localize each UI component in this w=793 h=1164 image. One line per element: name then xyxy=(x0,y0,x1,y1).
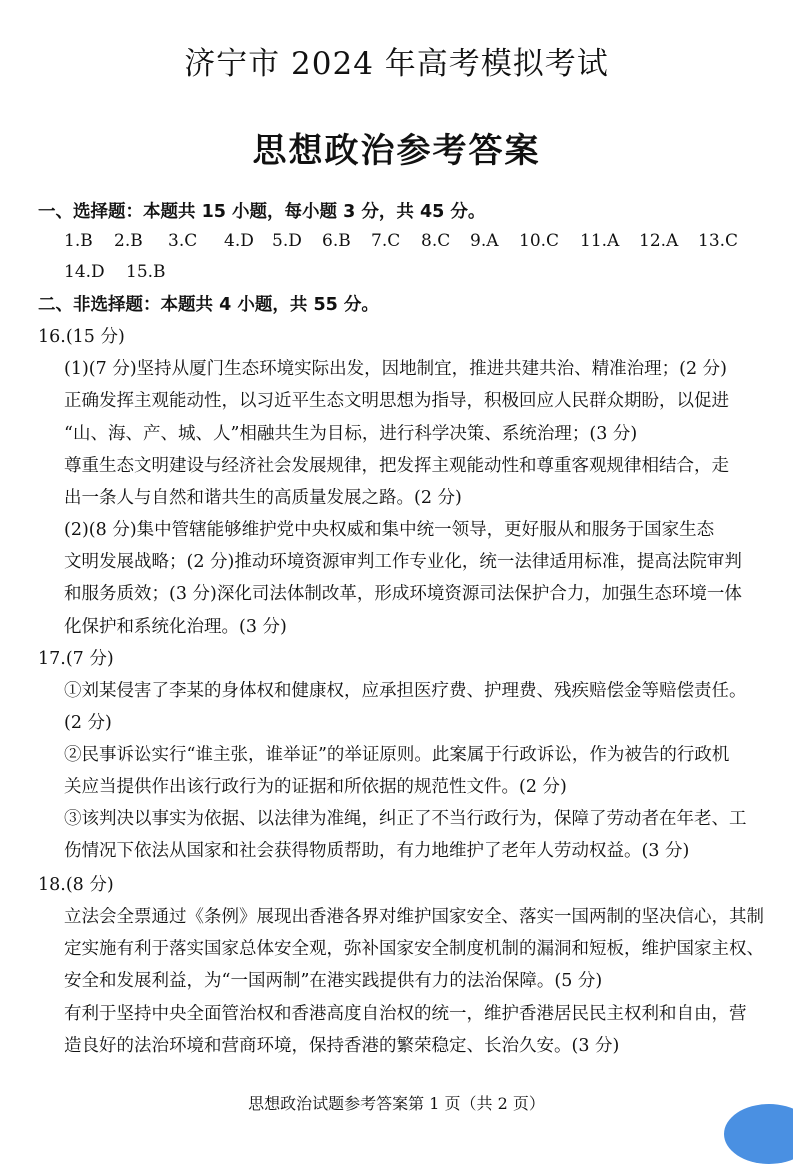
q17-line: 关应当提供作出该行政行为的证据和所依据的规范性文件。(2 分) xyxy=(64,777,567,797)
answer-item: 8.C xyxy=(421,231,451,251)
question-18-number: 18.(8 分) xyxy=(38,875,114,895)
q16-line: 和服务质效；(3 分)深化司法体制改革，形成环境资源司法保护合力，加强生态环境一体 xyxy=(64,584,742,604)
answer-item: 10.C xyxy=(519,231,560,251)
q17-line: ③该判决以事实为依据、以法律为准绳，纠正了不当行政行为，保障了劳动者在年老、工 xyxy=(64,809,747,829)
answer-item: 15.B xyxy=(126,262,166,282)
q17-line: (2 分) xyxy=(64,713,112,733)
exam-title: 济宁市 2024 年高考模拟考试 xyxy=(184,46,609,82)
answer-item: 11.A xyxy=(580,231,620,251)
q16-line: 文明发展战略；(2 分)推动环境资源审判工作专业化，统一法律适用标准，提高法院审判 xyxy=(64,552,742,572)
answer-item: 9.A xyxy=(470,231,499,251)
answer-item: 6.B xyxy=(322,231,351,251)
answer-row-2 xyxy=(64,259,264,285)
q16-line: (2)(8 分)集中管辖能够维护党中央权威和集中统一领导，更好服从和服务于国家生态 xyxy=(64,520,715,540)
answer-item: 4.D xyxy=(224,231,254,251)
q18-line: 有利于坚持中央全面管治权和香港高度自治权的统一，维护香港居民民主权利和自由，营 xyxy=(64,1004,747,1024)
answer-item: 2.B xyxy=(114,231,143,251)
answer-row-1 xyxy=(64,228,764,254)
answer-item: 5.D xyxy=(272,231,302,251)
answer-item: 12.A xyxy=(639,231,679,251)
q18-line: 安全和发展利益，为“一国两制”在港实践提供有力的法治保障。(5 分) xyxy=(64,971,603,991)
q18-line: 立法会全票通过《条例》展现出香港各界对维护国家安全、落实一国两制的坚决信心，其制 xyxy=(64,907,764,927)
q16-line: “山、海、产、城、人”相融共生为目标，进行科学决策、系统治理；(3 分) xyxy=(64,424,638,444)
answer-item: 14.D xyxy=(64,262,105,282)
q16-line: 出一条人与自然和谐共生的高质量发展之路。(2 分) xyxy=(64,488,462,508)
q17-line: ①刘某侵害了李某的身体权和健康权，应承担医疗费、护理费、残疾赔偿金等赔偿责任。 xyxy=(64,681,747,701)
section1-heading: 一、选择题：本题共 15 小题，每小题 3 分，共 45 分。 xyxy=(38,202,486,222)
page-footer: 思想政治试题参考答案第 1 页（共 2 页） xyxy=(248,1094,545,1113)
q17-line: ②民事诉讼实行“谁主张，谁举证”的举证原则。此案属于行政诉讼，作为被告的行政机 xyxy=(64,745,730,765)
question-16-number: 16.(15 分) xyxy=(38,327,125,347)
document-title: 思想政治参考答案 xyxy=(252,131,541,171)
q16-line: 尊重生态文明建设与经济社会发展规律，把发挥主观能动性和尊重客观规律相结合，走 xyxy=(64,456,729,476)
q16-line: (1)(7 分)坚持从厦门生态环境实际出发，因地制宜，推进共建共治、精准治理；(2 分) xyxy=(64,359,727,379)
q18-line: 定实施有利于落实国家总体安全观，弥补国家安全制度机制的漏洞和短板，维护国家主权、 xyxy=(64,939,764,959)
answer-item: 3.C xyxy=(168,231,198,251)
q16-line: 化保护和系统化治理。(3 分) xyxy=(64,617,287,637)
q17-line: 伤情况下依法从国家和社会获得物质帮助，有力地维护了老年人劳动权益。(3 分) xyxy=(64,841,690,861)
q16-line: 正确发挥主观能动性，以习近平生态文明思想为指导，积极回应人民群众期盼，以促进 xyxy=(64,391,729,411)
question-17-number: 17.(7 分) xyxy=(38,649,114,669)
answer-item: 13.C xyxy=(698,231,739,251)
q18-line: 造良好的法治环境和营商环境，保持香港的繁荣稳定、长治久安。(3 分) xyxy=(64,1036,620,1056)
answer-item: 1.B xyxy=(64,231,93,251)
section2-heading: 二、非选择题：本题共 4 小题，共 55 分。 xyxy=(38,295,379,315)
answer-item: 7.C xyxy=(371,231,401,251)
